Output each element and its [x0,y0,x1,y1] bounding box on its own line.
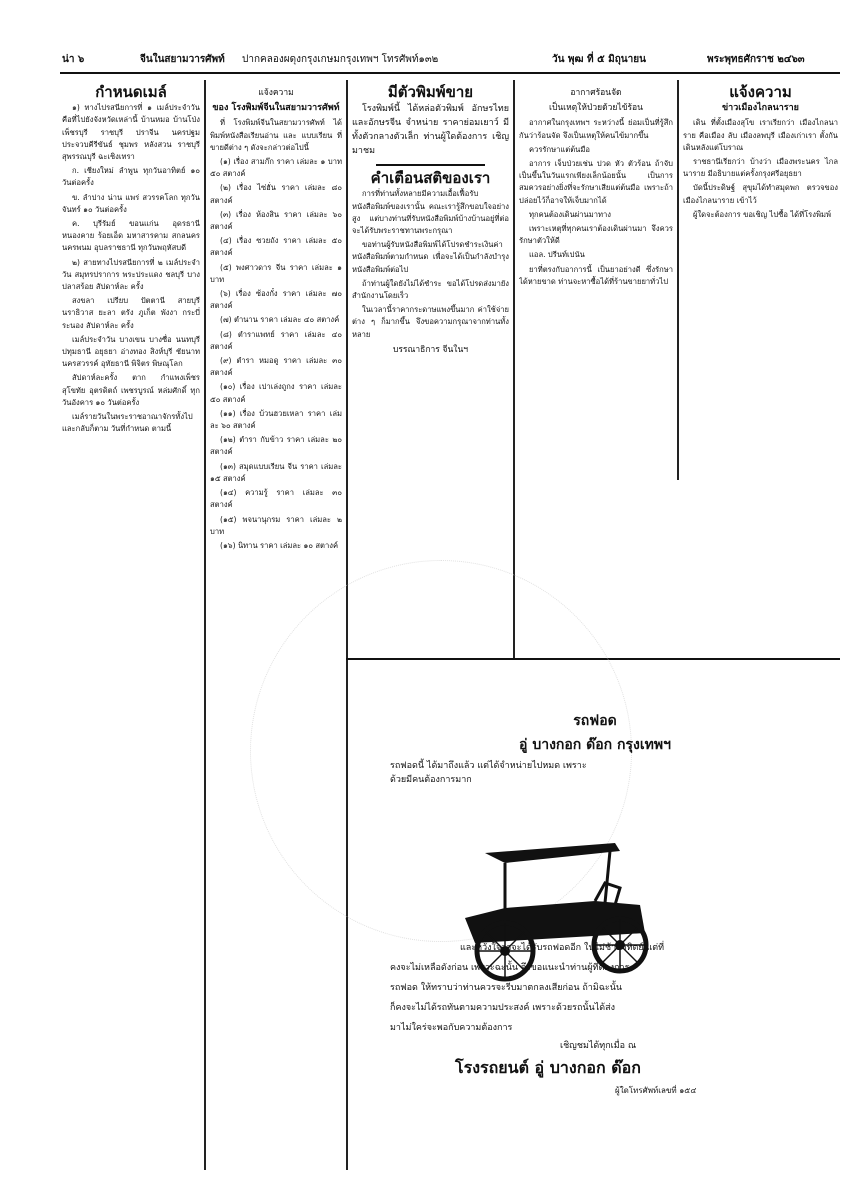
paragraph: (๘) ตำราแพทย์ ราคา เล่มละ ๔๐ สตางค์ [210,329,342,351]
paragraph: (๑๐) เรื่อง เปาเล่งถูกง ราคา เล่มละ ๕๐ สตางค์ [210,382,342,404]
paragraph: สงขลา เปรียบ ปัตตานี สายบุรี นราธิวาส ยะลา ตรัง ภูเก็ต พังงา กระบี่ ระนอง สัปดาห์ละ ครั้ง [62,296,200,330]
paragraph: (๒) เรื่อง ไซ่ฮั่น ราคา เล่มละ ๘๐ สตางค์ [210,183,342,205]
paragraph-list [62,102,200,435]
paragraph: ยาที่ตรงกับอาการนี้ เป็นยาอย่างดี ซึ่งรักษาได้หายขาด ท่านจะหาซื้อได้ที่ร้านขายยาทั่วไป [519,264,673,286]
ad-line: มาไม่ใคร่จะพอกับความต้องการ [390,1023,513,1033]
paragraph: (๑๓) สมุดแบบเรียน จีน ราคา เล่มละ ๑๕ สตางค์ [210,461,342,483]
column-lead: ของ โรงพิมพ์จีนในสยามวารศัพท์ [212,103,340,114]
header-rule [60,72,840,74]
paragraph: เพราะเหตุที่ทุกคนเราต้องเดินผ่านมา จึงควรรักษาตัวให้ดี [519,224,673,246]
paragraph: (๔) เรื่อง ซวยถัง ราคา เล่มละ ๕๐ สตางค์ [210,236,342,258]
paragraph: ขอท่านผู้รับหนังสือพิมพ์ได้โปรดชำระเงินค่าหนังสือพิมพ์ตามกำหนด เพื่อจะได้เป็นกำลังบำรุงหนังสือพิมพ์ต่อไป [352,240,509,274]
column-title: แจ้งความ [729,84,792,101]
paragraph: (๙) ตำรา หมอดู ราคา เล่มละ ๓๐ สตางค์ [210,356,342,378]
issue-date: วัน พุฒ ที่ ๕ มิถุนายน [552,54,646,65]
column-title: มีตัวพิมพ์ขาย [387,84,474,101]
page-number: น่า ๖ [62,54,85,65]
paragraph: (๓) เรื่อง ห้องสิน ราคา เล่มละ ๖๐ สตางค์ [210,209,342,232]
paragraph: แอล. ปรีนท์เปนัน [529,250,585,260]
column-divider [513,80,515,660]
ad-line: ด้วยมีคนต้องการมาก [390,775,472,785]
paragraph-list [210,117,342,552]
paragraph: เมล์ประจำวัน บางเขน บางซื่อ นนทบุรี ปทุมธานี อยุธยา อ่างทอง สิงห์บุรี ชัยนาท นครสวรรค์ อุทัยธานี พิจิตร พิษณุโลก [62,334,200,369]
paragraph: ทุกคนต้องเดินผ่านมาทาง [529,209,611,219]
paragraph: (๑๕) พจนานุกรม ราคา เล่มละ ๒ บาท [210,514,342,536]
paragraph: เมล์รายวันในพระราชอาณาจักรทั้งไป และกลับก็ตาม วันที่กำหนด ตามนี้ [62,412,193,434]
column-title: แจ้งความ [258,88,294,98]
paragraph-list [683,117,838,221]
paragraph: ที่ โรงพิมพ์จีนในสยามวารศัพท์ ได้ พิมพ์หนังสือเรียนอ่าน และ แบบเรียน ที่ขายดีต่าง ๆ ดังจะกล่าวต่อไปนี้ [210,118,342,152]
paragraph: โรงพิมพ์นี้ ได้หล่อตัวพิมพ์ อักษรไทย และอักษรจีน จำหน่าย ราคาย่อมเยาว์ มีทั้งตัวกลางตัวเล็ก ท่านผู้ใดต้องการ เชิญมาชม [352,104,509,157]
paragraph: อาการ เจ็บป่วยเช่น ปวด หัว ตัวร้อน ถ้าจับเป็นขึ้นในวันแรกเพียงเล็กน้อยนั้น เป็นการสมควรอย่างยิ่งที่จะรักษาเสียแต่ต้นมือ เพราะถ้าปล่อยไว้ก็อาจให้เจ็บมากได้ [519,159,673,205]
column-divider [677,80,679,480]
ad-line: ก็คงจะไม่ได้รถทันตามความประสงค์ เพราะด้วยรถนั้นได้ส่ง [390,1003,615,1013]
ad-subtitle: อู่ บางกอก ด๊อก กรุงเทพฯ [519,737,671,753]
ad-invite: เชิญชมได้ทุกเมื่อ ณ [560,1041,637,1051]
ad-title: รถฟอด [573,713,617,729]
paragraph: (๖) เรื่อง ซ้องกั๋ง ราคา เล่มละ ๗๐ สตางค์ [210,289,342,311]
paragraph: (๑๑) เรื่อง บ้วนฮวยเหลา ราคา เล่มละ ๖๐ สตางค์ [210,408,342,431]
signature: บรรณาธิการ จีนในฯ [392,344,469,355]
paragraph: ผู้ใดจะต้องการ ขอเชิญ ไปซื้อ ได้ที่โรงพิมพ์ [693,209,831,219]
column-hot-weather [519,84,673,654]
paragraph: ข. ลำปาง น่าน แพร่ สวรรคโลก ทุกวันจันทร์ ๑๐ วันต่อครั้ง [62,192,200,214]
ad-line: คงจะไม่เหลือดังก่อน เพราะฉะนั้น จึงขอแนะนำท่านผู้ที่ต้องการ [390,963,630,973]
paragraph: (๗) ตำนาน ราคา เล่มละ ๔๐ สตางค์ [220,315,340,325]
issue-year: พระพุทธศักราช ๒๔๖๓ [707,54,805,65]
column-announcement [683,84,838,484]
column-mail-schedule [62,84,200,1169]
paragraph: ๒) สายทางไปรสนียการที่ ๒ เมล์ประจำวัน สมุทรปราการ พระประแดง ชลบุรี บางปลาสร้อย สัปดาห์ละ ครั้ง [62,257,200,292]
paragraph: (๑๖) นิทาน ราคา เล่มละ ๑๐ สตางค์ [220,540,339,550]
newspaper-name: จีนในสยามวารศัพท์ [140,54,225,65]
paragraph: ราชธานีเรียกว่า บ้างว่า เมืองพระนคร ไกลนาราย มีอธิบายแต่ครั้งกรุงศรีอยุธยา [683,157,838,179]
paragraph: สัปดาห์ละครั้ง ตาก กำแพงเพ็ชร สุโขทัย อุตรดิตถ์ เพชรบูรณ์ หล่มศักดิ์ ทุกวันอังคาร ๑๐ วันต่อครั้ง [62,373,200,407]
column-subtitle: เป็นเหตุให้ป่วยด้วยไข้ร้อน [549,103,643,114]
paragraph-list [352,188,509,340]
paragraph: ค. บุรีรัมย์ ขอนแก่น อุดรธานี หนองคาย ร้อยเอ็ด มหาสารคาม สกลนคร นครพนม อุบลราชธานี ทุกวันพฤหัสบดี [62,219,200,253]
column-subtitle: ข่าวเมืองไกลนาราย [722,103,799,114]
divider [376,164,486,166]
newspaper-address: ปากคลองผดุงกรุงเกษมกรุงเทพฯ โทรศัพท์๑๓๒ [242,54,439,65]
paragraph: เดิน ที่ตั้งเมืองสุโข เราเรียกว่า เมืองไกลนาราย คือเมือง ลับ เมืองลพบุรี เมืองเก่าเรา ตั้งกัน เดินหลังแต่โบราณ [683,118,838,152]
paragraph: (๕) พงศาวดาร จีน ราคา เล่มละ ๑ บาท [210,262,342,284]
paragraph: ในเวลานี้ราคากระดาษแพงขึ้นมาก ค่าใช้จ่ายต่าง ๆ ก็มากขึ้น จึงขอความกรุณาจากท่านทั้งหลาย [352,305,509,339]
paragraph: (๑๔) ความรู้ ราคา เล่มละ ๓๐ สตางค์ [210,488,342,510]
garage-name: โรงรถยนต์ อู่ บางกอก ด๊อก [455,1058,641,1077]
paragraph: ก. เชียงใหม่ ลำพูน ทุกวันอาทิตย์ ๑๐ วันต่อครั้ง [62,166,200,188]
paragraph: (๑) เรื่อง สามก๊ก ราคา เล่มละ ๑ บาท ๕๐ สตางค์ [210,157,342,179]
paragraph: ควรรักษาแต่ต้นมือ [529,144,590,154]
ad-line: และหวังใจว่าจะได้รับรถฟอดอีก ในไม่ช้าอาทิตย์ แต่ที่ [460,943,665,953]
paragraph: การที่ท่านทั้งหลายมีความเอื้อเฟื้อรับหนังสือพิมพ์ของเรานั้น คณะเรารู้สึกขอบใจอย่างสูง แต่บางท่านที่รับหนังสือพิมพ์บ้างบ้านอยู่ที่ต่อจะได้รับพระราชทานพระกรุณา [352,189,509,236]
ad-line: รถฟอด ให้ทราบว่าท่านควรจะรีบมาตกลงเสียก่อน ถ้ามิฉะนั้น [390,983,623,993]
ad-line: รถฟอดนี้ ได้มาถึงแล้ว แต่ได้จำหน่ายไปหมด เพราะ [390,761,587,771]
column-divider [204,80,206,1170]
telephone-number: ผู้ใดโทรศัพท์เลขที่ ๑๕๔ [615,1086,697,1095]
ford-car-advertisement [350,658,840,1168]
column-title: กำหนดเมล์ [95,84,167,101]
section-title: คำเตือนสติของเรา [370,169,491,188]
paragraph: ถ้าท่านผู้ใดยังไม่ได้ชำระ ขอได้โปรดส่งมายังสำนักงานโดยเร็ว [352,278,509,301]
paragraph-list [519,117,673,288]
paragraph: บัดนี้ประดิษฐ์ สุขุมได้ทำสมุดพก ตรวจของเมืองไกลนาราย เข้าไว้ [683,183,838,205]
paragraph: (๑๒) ตำรา กับข้าว ราคา เล่มละ ๒๐ สตางค์ [210,435,342,457]
paragraph: อากาศในกรุงเทพฯ ระหว่างนี้ ย่อมเป็นที่รู้สึกกันว่าร้อนจัด จึงเป็นเหตุให้คนไข้มากขึ้น [519,118,673,140]
paragraph: ๑) ทางไปรสนียการที่ ๑ เมล์ประจำวัน คือที่ไปยังจังหวัดเหล่านี้ บ้านหมอ บ้านโป่ง เพ็ชรบุรี ราชบุรี ปราจีน นครปฐม ประจวบคีรีขันธ์ ชุมพร หลังสวน ราชบุรี สุพรรณบุรี ฉะเชิงเทรา [62,103,200,162]
column-title: อากาศร้อนจัด [570,88,622,98]
page-header [62,52,840,70]
